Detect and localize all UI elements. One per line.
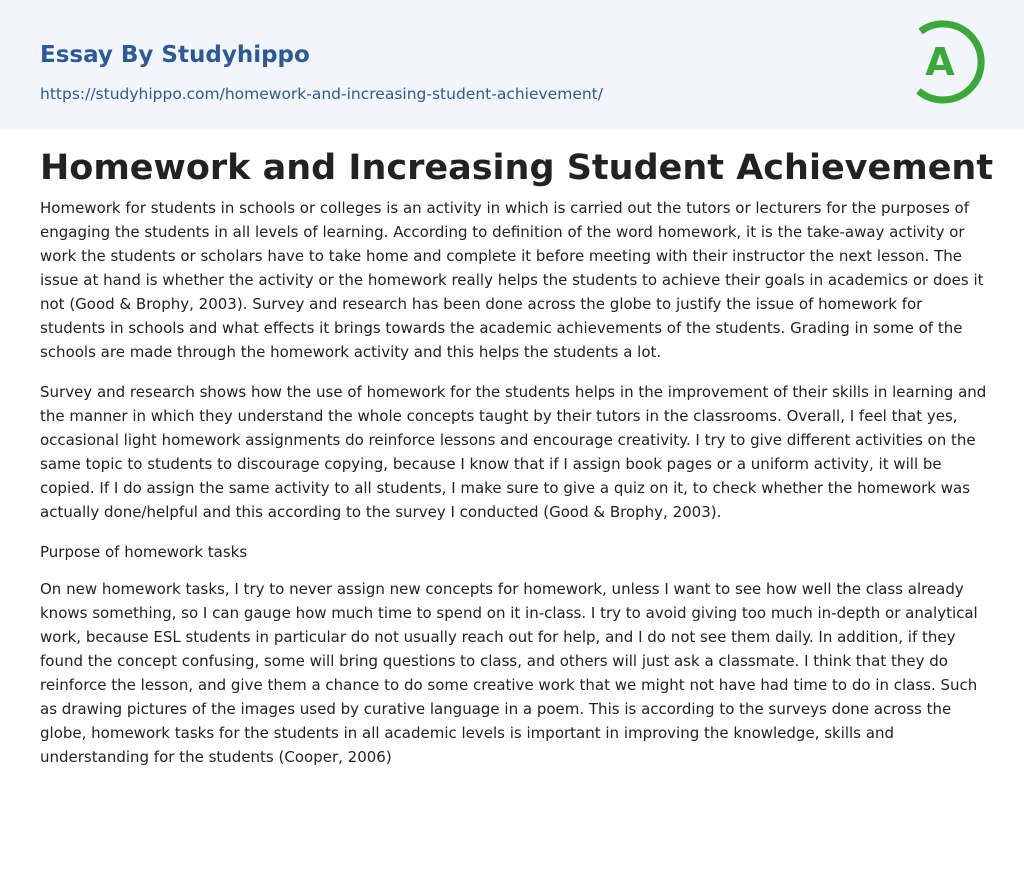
article-paragraph: Homework for students in schools or colleges is an activity in which is carried out the tutors or lecturers for the purposes of engaging the students in all levels of learning. According to definition of the word homework, it is the take-away activity or work the students or scholars have to take home and complete it before meeting with their instructor the next lesson. The issue at hand is whether the activity or the homework really helps the students to achieve their goals in academics or does it not (Good & Brophy, 2003). Survey and research has been done across the globe to justify the issue of homework for students in schools and what effects it brings towards the academic achievements of the students. Grading in some of the schools are made through the homework activity and this helps the students a lot.	[40, 199, 984, 361]
article-title: Homework and Increasing Student Achievement	[40, 148, 994, 188]
studyhippo-logo-icon[interactable]	[910, 18, 988, 106]
article-paragraph: Survey and research shows how the use of homework for the students helps in the improvement of their skills in learning and the manner in which they understand the whole concepts taught by their tutors in the classrooms. Overall, I feel that yes, occasional light homework assignments do reinforce lessons and encourage creativity. I try to give different activities on the same topic to students to discourage copying, because I know that if I assign book pages or a uniform activity, it will be copied. If I do assign the same activity to all students, I make sure to give a quiz on it, to check whether the homework was actually done/helpful and this according to the survey I conducted (Good & Brophy, 2003).	[40, 383, 987, 521]
logo-letter: A	[925, 40, 955, 84]
page-url-link[interactable]: https://studyhippo.com/homework-and-increasing-student-achievement/	[40, 85, 603, 103]
section-heading: Purpose of homework tasks	[40, 543, 248, 561]
site-header	[0, 0, 1024, 129]
article	[40, 146, 994, 769]
site-brand[interactable]: Essay By Studyhippo	[40, 42, 310, 68]
article-paragraph: On new homework tasks, I try to never assign new concepts for homework, unless I want to see how well the class already knows something, so I can gauge how much time to spend on it in-class. I try to avoid giving too much in-depth or analytical work, because ESL students in particular do not usually reach out for help, and I do not see them daily. In addition, if they found the concept confusing, some will bring questions to class, and others will just ask a classmate. I think that they do reinforce the lesson, and give them a chance to do some creative work that we might not have had time to do in class. Such as drawing pictures of the images used by curative language in a poem. This is according to the surveys done across the globe, homework tasks for the students in all academic levels is important in improving the knowledge, skills and understanding for the students (Cooper, 2006)	[40, 580, 978, 766]
